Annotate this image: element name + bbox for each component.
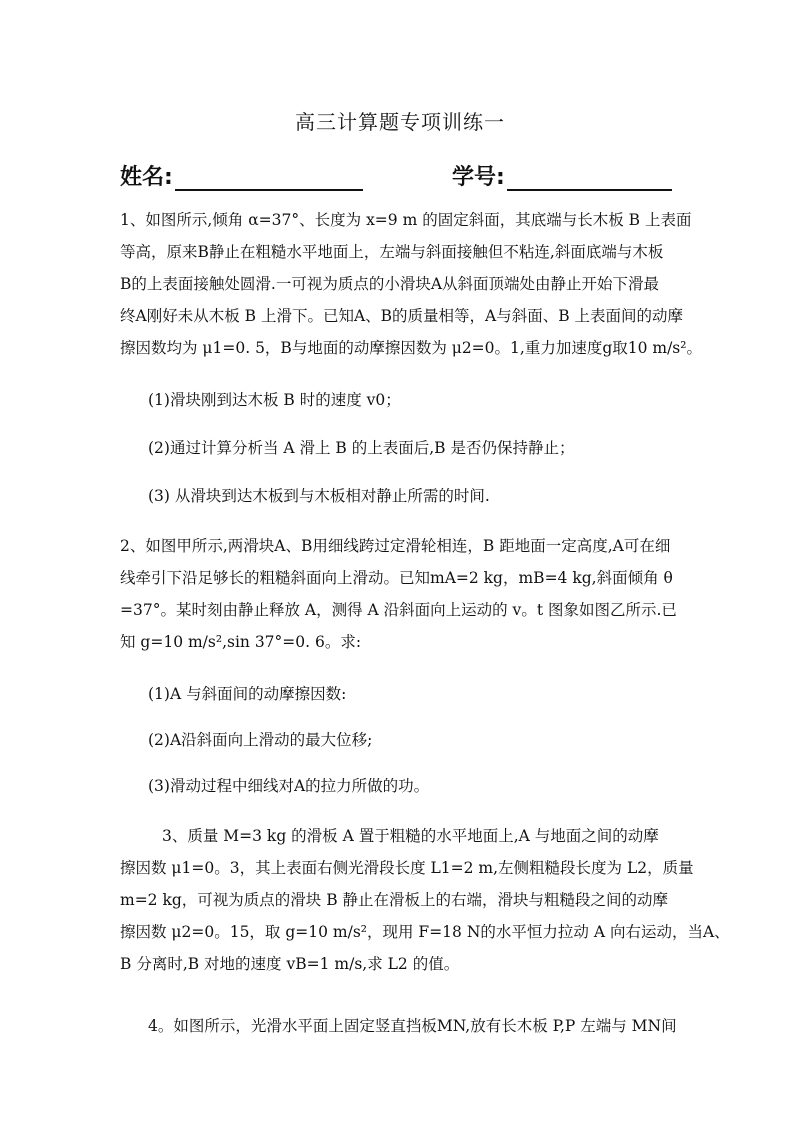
question-4-line: 4。如图所示，光滑水平面上固定竖直挡板MN,放有长木板 P,P 左端与 MN间	[148, 1017, 677, 1035]
question-2-line: 线牵引下沿足够长的粗糙斜面向上滑动。已知mA=2 kg，mB=4 kg,斜面倾角 θ	[120, 569, 673, 587]
question-1-part-2: (2)通过计算分析当 A 滑上 B 的上表面后,B 是否仍保持静止；	[148, 439, 575, 457]
question-3-line: m=2 kg，可视为质点的滑块 B 静止在滑板上的右端，滑块与粗糙段之间的动摩	[120, 891, 669, 909]
question-2-part-2: (2)A沿斜面向上滑动的最大位移;	[148, 731, 373, 749]
question-2-part-1: (1)A 与斜面间的动摩擦因数:	[148, 685, 347, 703]
name-blank[interactable]	[175, 169, 363, 191]
question-2-line: =37°。某时刻由静止释放 A，测得 A 沿斜面向上运动的 v。t 图象如图乙所示.已	[120, 601, 677, 619]
question-3-line: 擦因数 μ2=0。15，取 g=10 m/s²，现用 F=18 N的水平恒力拉动 A 向右运动，当A、	[120, 923, 730, 941]
student-id-blank[interactable]	[507, 169, 672, 191]
question-1-line: 等高，原来B静止在粗糙水平地面上，左端与斜面接触但不粘连,斜面底端与木板	[120, 243, 664, 261]
question-2-line: 知 g=10 m/s²,sin 37°=0. 6。求:	[120, 633, 362, 651]
question-4	[120, 1010, 685, 1042]
question-3-line: 擦因数 μ1=0。3，其上表面右侧光滑段长度 L1=2 m,左侧粗糙段长度为 L2，质量	[120, 859, 694, 877]
page-title: 高三计算题专项训练一	[295, 110, 505, 134]
student-id-label: 学号:	[452, 165, 505, 190]
question-1-line: 擦因数均为 μ1=0. 5，B与地面的动摩擦因数为 μ2=0。1,重力加速度g取10 m/s²。	[120, 339, 702, 357]
question-2-line: 2、如图甲所示,两滑块A、B用细线跨过定滑轮相连，B 距地面一定高度,A可在细	[120, 537, 671, 555]
question-1	[120, 204, 702, 364]
question-1-line: B的上表面接触处圆滑.一可视为质点的小滑块A从斜面顶端处由静止开始下滑最	[120, 275, 660, 293]
name-field	[120, 160, 363, 191]
question-1-line: 1、如图所示,倾角 α=37°、长度为 x=9 m 的固定斜面，其底端与长木板 B 上表面	[120, 211, 692, 229]
name-label: 姓名:	[120, 165, 173, 190]
question-2	[120, 530, 685, 658]
question-3	[120, 820, 730, 980]
question-1-part-1: (1)滑块刚到达木板 B 时的速度 v0；	[148, 391, 401, 409]
question-1-line: 终A刚好未从木板 B 上滑下。已知A、B的质量相等，A与斜面、B 上表面间的动摩	[120, 307, 684, 325]
question-3-line: 3、质量 M=3 kg 的滑板 A 置于粗糙的水平地面上,A 与地面之间的动摩	[162, 827, 659, 845]
question-3-line: B 分离时,B 对地的速度 vB=1 m/s,求 L2 的值。	[120, 955, 460, 973]
student-id-field	[452, 160, 672, 191]
question-1-part-3: (3) 从滑块到达木板到与木板相对静止所需的时间.	[148, 487, 490, 505]
question-2-part-3: (3)滑动过程中细线对A的拉力所做的功。	[148, 777, 430, 795]
